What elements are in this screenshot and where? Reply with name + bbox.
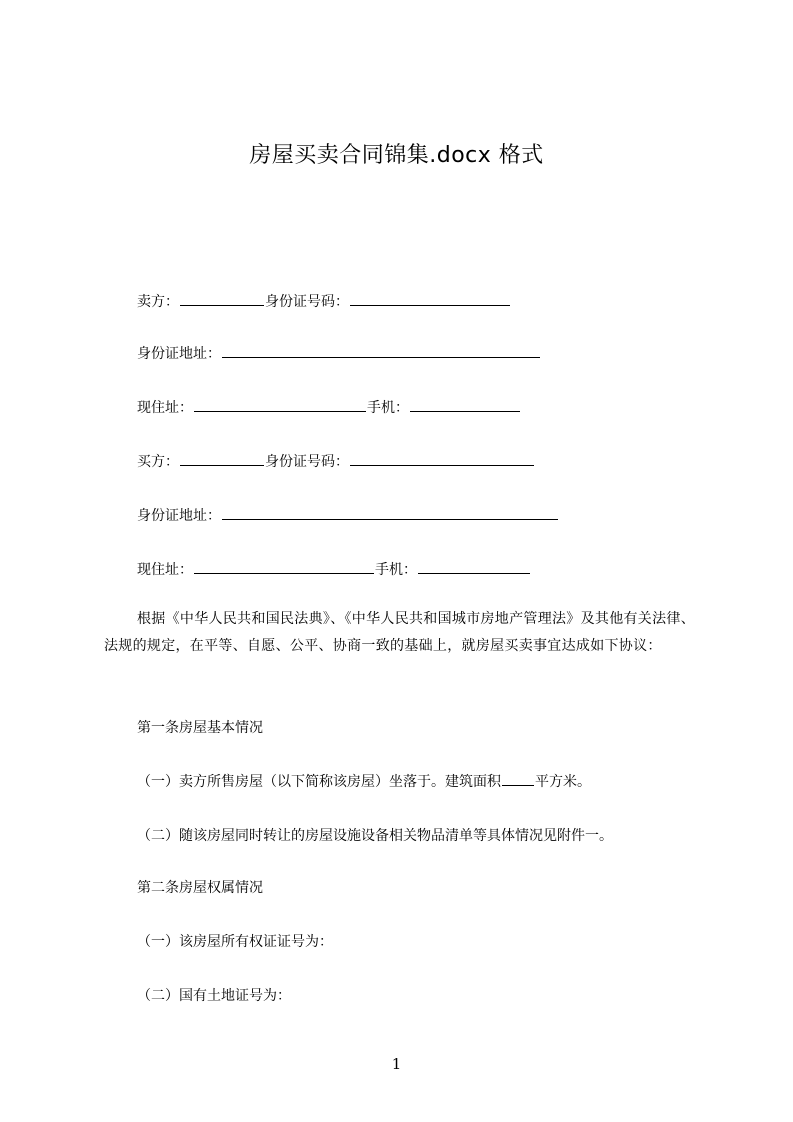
seller-id-address-label: 身份证地址： <box>137 346 221 362</box>
seller-id-label: 身份证号码： <box>265 294 349 310</box>
buyer-id-blank <box>350 452 534 466</box>
seller-id-address-line <box>137 344 541 364</box>
buyer-current-address-line <box>137 560 531 580</box>
buyer-id-label: 身份证号码： <box>265 454 349 470</box>
intro-paragraph: 根据《中华人民共和国民法典》、《中华人民共和国城市房地产管理法》及其他有关法律、法规的规定，在平等、自愿、公平、协商一致的基础上，就房屋买卖事宜达成如下协议： <box>104 611 695 654</box>
seller-name-blank <box>180 292 264 306</box>
article1-item1-text: （一）卖方所售房屋（以下简称该房屋）坐落于。建筑面积 <box>137 774 501 790</box>
area-blank <box>502 772 534 786</box>
buyer-name-blank <box>180 452 264 466</box>
article1-item2: （二）随该房屋同时转让的房屋设施设备相关物品清单等具体情况见附件一。 <box>137 828 613 844</box>
buyer-current-address-blank <box>194 560 374 574</box>
seller-id-address-blank <box>222 344 540 358</box>
buyer-id-address-line <box>137 506 559 526</box>
article2-heading: 第二条房屋权属情况 <box>137 880 263 896</box>
article2-item2: （二）国有土地证号为： <box>137 988 291 1004</box>
buyer-name-line <box>137 452 535 472</box>
buyer-name-label: 买方： <box>137 454 179 470</box>
seller-current-address-line <box>137 398 521 418</box>
seller-phone-label: 手机： <box>367 400 409 416</box>
article2-item1: （一）该房屋所有权证证号为： <box>137 934 333 950</box>
buyer-phone-label: 手机： <box>375 562 417 578</box>
buyer-id-address-label: 身份证地址： <box>137 508 221 524</box>
buyer-phone-blank <box>418 560 530 574</box>
seller-current-address-label: 现住址： <box>137 400 193 416</box>
seller-id-blank <box>350 292 510 306</box>
document-title: 房屋买卖合同锦集.docx 格式 <box>249 143 544 168</box>
article1-heading: 第一条房屋基本情况 <box>137 720 263 736</box>
buyer-id-address-blank <box>222 506 558 520</box>
seller-name-label: 卖方： <box>137 294 179 310</box>
article1-item1-unit: 平方米。 <box>535 774 591 790</box>
seller-current-address-blank <box>194 398 366 412</box>
page-number: 1 <box>391 1055 402 1073</box>
seller-phone-blank <box>410 398 520 412</box>
seller-name-line <box>137 292 511 312</box>
buyer-current-address-label: 现住址： <box>137 562 193 578</box>
article1-item1 <box>137 772 591 792</box>
